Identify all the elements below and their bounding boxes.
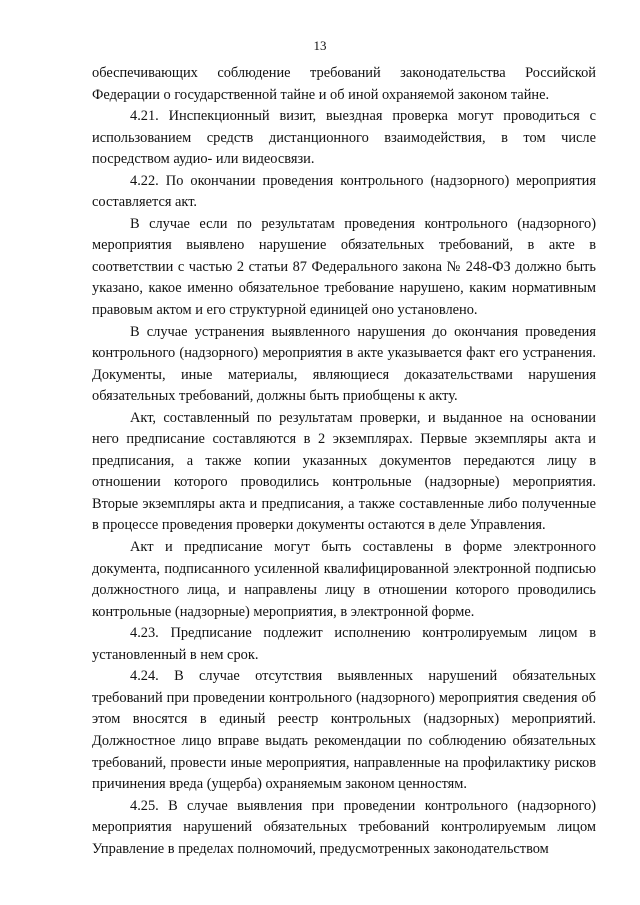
paragraph-continuation: обеспечивающих соблюдение требований законодательства Российской Федерации о государственной тайне и об иной охраняемой законом тайне. — [92, 65, 596, 103]
paragraph-violation-eliminated: В случае устранения выявленного нарушения до окончания проведения контрольного (надзорного) мероприятия в акте указывается факт его устранения. Документы, иные материалы, являющиеся доказательствами нарушения обязательных требований, должны быть приобщены к акту. — [92, 323, 596, 405]
paragraph-4-23: 4.23. Предписание подлежит исполнению контролируемым лицом в установленный в нем срок. — [92, 625, 596, 663]
document-body — [92, 63, 596, 860]
paragraph-electronic-form: Акт и предписание могут быть составлены в форме электронного документа, подписанного усиленной квалифицированной электронной подписью должностного лица, и направлены лицу в отношении которого проводились контрольные (надзорные) мероприятия, в электронной форме. — [92, 539, 596, 620]
page-number: 13 — [313, 38, 327, 53]
paragraph-act-copies: Акт, составленный по результатам проверки, и выданное на основании него предписание составляются в 2 экземплярах. Первые экземпляры акта и предписания, а также копии указанных документов передаются лицу в отношении которого проводились контрольные (надзорные) мероприятия. Вторые экземпляры акта и предписания, а также составленные либо полученные в процессе проведения проверки документы остаются в деле Управления. — [92, 409, 596, 534]
paragraph-4-21: 4.21. Инспекционный визит, выездная проверка могут проводиться с использованием средств дистанционного взаимодействия, в том числе посредством аудио- или видеосвязи. — [92, 108, 596, 168]
paragraph-4-22: 4.22. По окончании проведения контрольного (надзорного) мероприятия составляется акт. — [92, 172, 596, 211]
paragraph-4-25: 4.25. В случае выявления при проведении контрольного (надзорного) мероприятия нарушений обязательных требований контролируемым лицом Управление в пределах полномочий, предусмотренных законодательством — [92, 797, 596, 857]
paragraph-4-24: 4.24. В случае отсутствия выявленных нарушений обязательных требований при проведении контрольного (надзорного) мероприятия сведения об этом вносятся в единый реестр контрольных (надзорных) мероприятий. Должностное лицо вправе выдать рекомендации по соблюдению обязательных требований, провести иные мероприятия, направленные на профилактику рисков причинения вреда (ущерба) охраняемым законом ценностям. — [92, 668, 596, 793]
paragraph-violation-found: В случае если по результатам проведения контрольного (надзорного) мероприятия выявлено нарушение обязательных требований, в акте в соответствии с частью 2 статьи 87 Федерального закона № 248-ФЗ должно быть указано, какое именно обязательное требование нарушено, каким нормативным правовым актом и его структурной единицей оно установлено. — [92, 215, 596, 319]
